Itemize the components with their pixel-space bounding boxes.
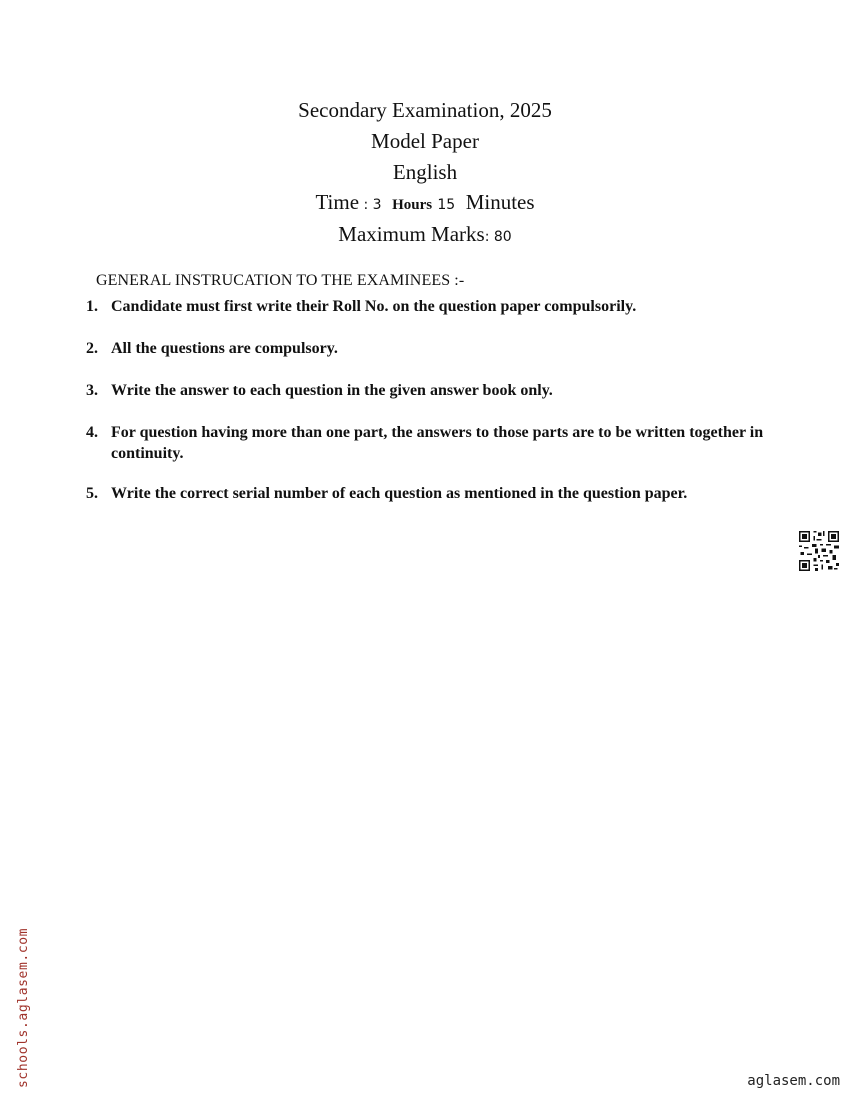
marks-separator: :: [484, 229, 494, 245]
instruction-number: 1.: [86, 298, 98, 315]
instruction-text: Candidate must first write their Roll No. on the question paper compulsorily.: [111, 298, 637, 315]
paper-type: Model Paper: [371, 129, 479, 153]
paper-header: [0, 95, 850, 252]
instruction-number: 4.: [86, 424, 98, 441]
instruction-item: [86, 483, 806, 504]
marks-line: [0, 220, 850, 252]
instruction-text: Write the answer to each question in the given answer book only.: [111, 382, 553, 399]
minutes-value: 15: [437, 197, 456, 213]
instruction-item: [86, 296, 806, 317]
instruction-item: [86, 422, 806, 464]
instruction-text: For question having more than one part, the answers to those parts are to be written together in continuity.: [111, 424, 764, 462]
instruction-number: 5.: [86, 485, 98, 502]
qr-code-icon: [799, 531, 839, 571]
exam-title: Secondary Examination, 2025: [298, 98, 552, 122]
instruction-number: 3.: [86, 382, 98, 399]
hours-value: 3: [372, 197, 382, 213]
instructions-list: [86, 296, 806, 504]
instruction-number: 2.: [86, 340, 98, 357]
subject-title: English: [392, 160, 458, 184]
instruction-text: All the questions are compulsory.: [111, 340, 338, 357]
side-watermark: schools.aglasem.com: [16, 927, 31, 1088]
footer-watermark: aglasem.com: [747, 1073, 840, 1089]
instruction-item: [86, 338, 806, 359]
time-separator: :: [359, 197, 373, 213]
time-line: [0, 188, 850, 220]
time-label: Time: [315, 190, 360, 214]
marks-value: 80: [493, 229, 512, 245]
instruction-text: Write the correct serial number of each question as mentioned in the question paper.: [111, 485, 688, 502]
minutes-label: Minutes: [465, 190, 535, 214]
marks-label: Maximum Marks: [338, 222, 485, 246]
hours-label: Hours: [392, 197, 433, 213]
instruction-item: [86, 380, 806, 401]
instructions-heading: GENERAL INSTRUCATION TO THE EXAMINEES :-: [96, 272, 465, 289]
